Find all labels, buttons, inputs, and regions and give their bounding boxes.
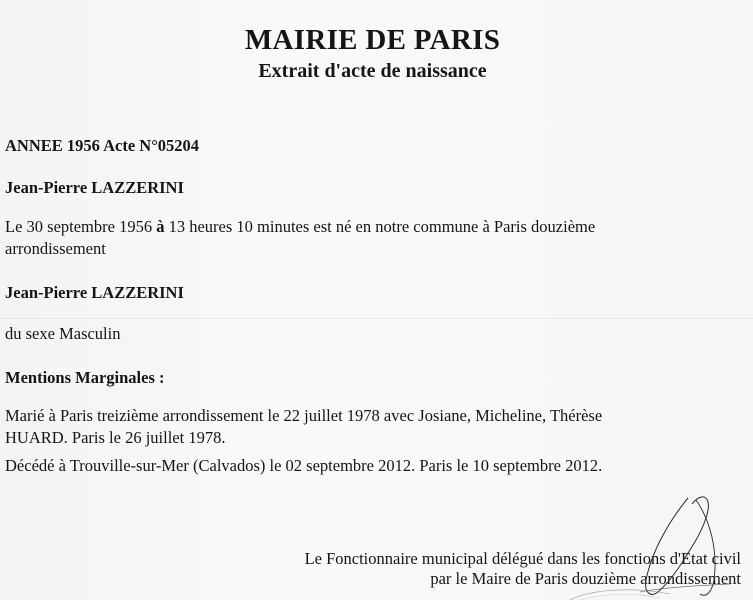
person-name-heading: Jean-Pierre LAZZERINI [5, 178, 184, 197]
birth-statement-before: Le 30 septembre 1956 [5, 217, 157, 236]
birth-statement-line1 [5, 217, 595, 237]
marriage-mention-line1: Marié à Paris treizième arrondissement le 22 juillet 1978 avec Josiane, Micheline, Thérèse [5, 406, 603, 425]
person-name-repeat: Jean-Pierre LAZZERINI [5, 283, 184, 302]
paper-fold-line [0, 318, 753, 319]
signature-title-line1: Le Fonctionnaire municipal délégué dans les fonctions d'Etat civil [304, 549, 741, 568]
document-title: MAIRIE DE PARIS [244, 24, 501, 56]
signature-title-line2: par le Maire de Paris douzième arrondissement [430, 569, 741, 588]
sex-statement: du sexe Masculin [5, 324, 121, 343]
birth-statement-after: 13 heures 10 minutes est né en notre commune à Paris douzième [164, 217, 596, 236]
marriage-mention-line2: HUARD. Paris le 26 juillet 1978. [5, 428, 226, 447]
birth-statement-line2: arrondissement [5, 239, 106, 258]
stamp-mark [560, 570, 680, 600]
acte-year-number: ANNEE 1956 Acte N°05204 [5, 136, 200, 155]
mentions-heading: Mentions Marginales : [5, 368, 165, 387]
death-mention: Décédé à Trouville-sur-Mer (Calvados) le 02 septembre 2012. Paris le 10 septembre 2012. [5, 456, 603, 475]
document-subtitle: Extrait d'acte de naissance [258, 60, 487, 82]
birth-statement-connector: à [156, 217, 165, 236]
